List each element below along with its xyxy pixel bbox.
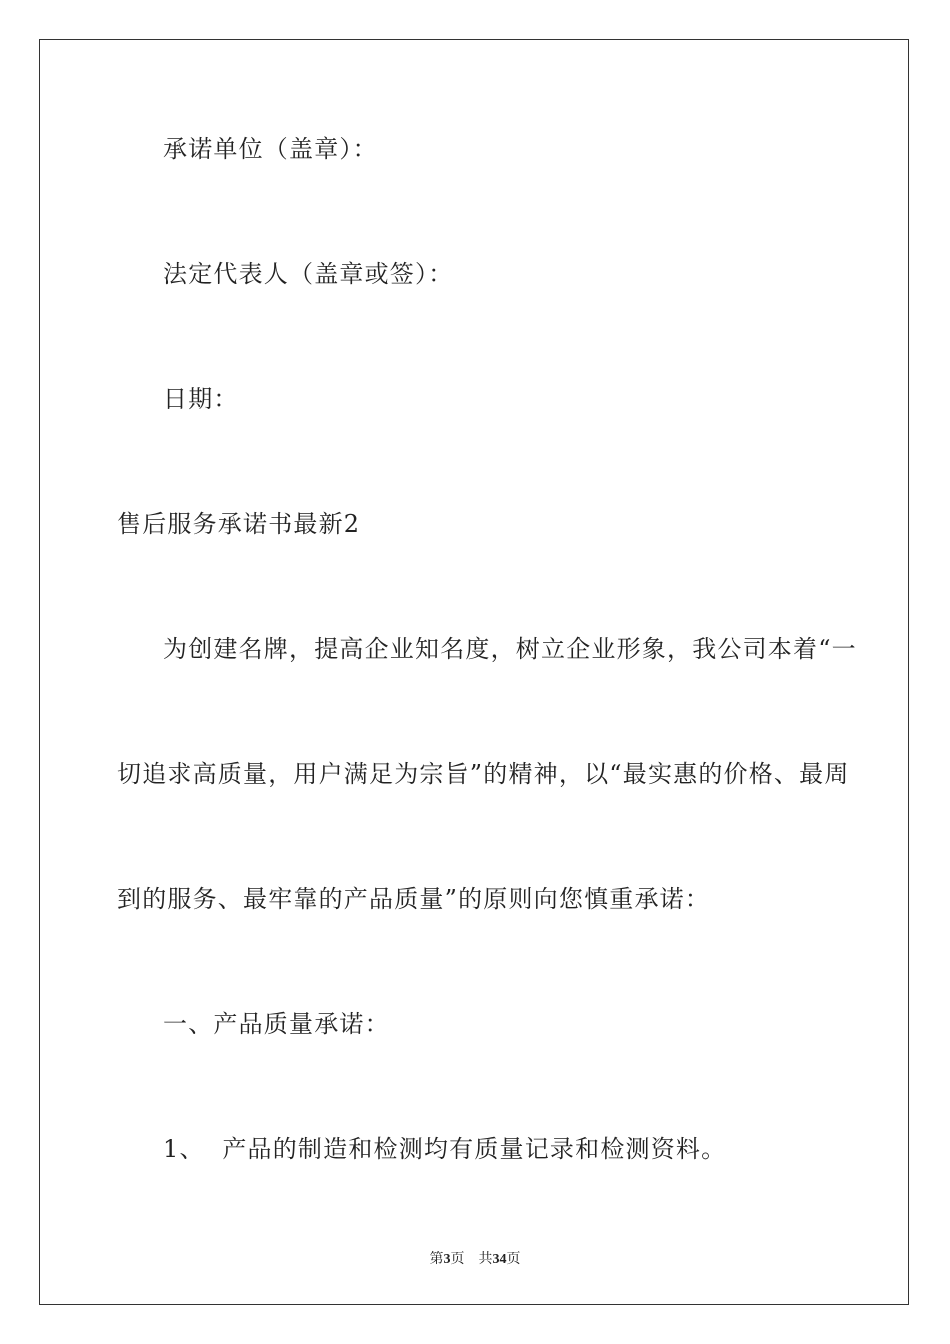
intro-line-3: 到的服务、最牢靠的产品质量”的原则向您慎重承诺： [117,885,711,913]
heading-product-quality: 一、产品质量承诺： [163,1010,390,1038]
intro-line-2: 切追求高质量，用户满足为宗旨”的精神，以“最实惠的价格、最周 [117,760,850,788]
footer-total-pages: 34 [492,1252,507,1267]
legal-representative-label: 法定代表人（盖章或签）： [163,260,454,288]
date-label: 日期： [163,385,239,413]
page-footer [0,1248,950,1268]
list-item-1: 1、 产品的制造和检测均有质量记录和检测资料。 [163,1135,727,1163]
footer-total-suffix: 页 [506,1252,521,1267]
footer-current-page: 3 [443,1252,451,1267]
intro-line-1: 为创建名牌，提高企业知名度，树立企业形象，我公司本着“一 [163,635,857,663]
footer-page-suffix: 页 [450,1252,465,1267]
footer-prefix: 第 [429,1252,444,1267]
footer-total-prefix: 共 [478,1252,493,1267]
unit-seal-label: 承诺单位（盖章）： [163,135,378,163]
section-title: 售后服务承诺书最新2 [117,510,361,538]
page-border [39,39,909,1305]
